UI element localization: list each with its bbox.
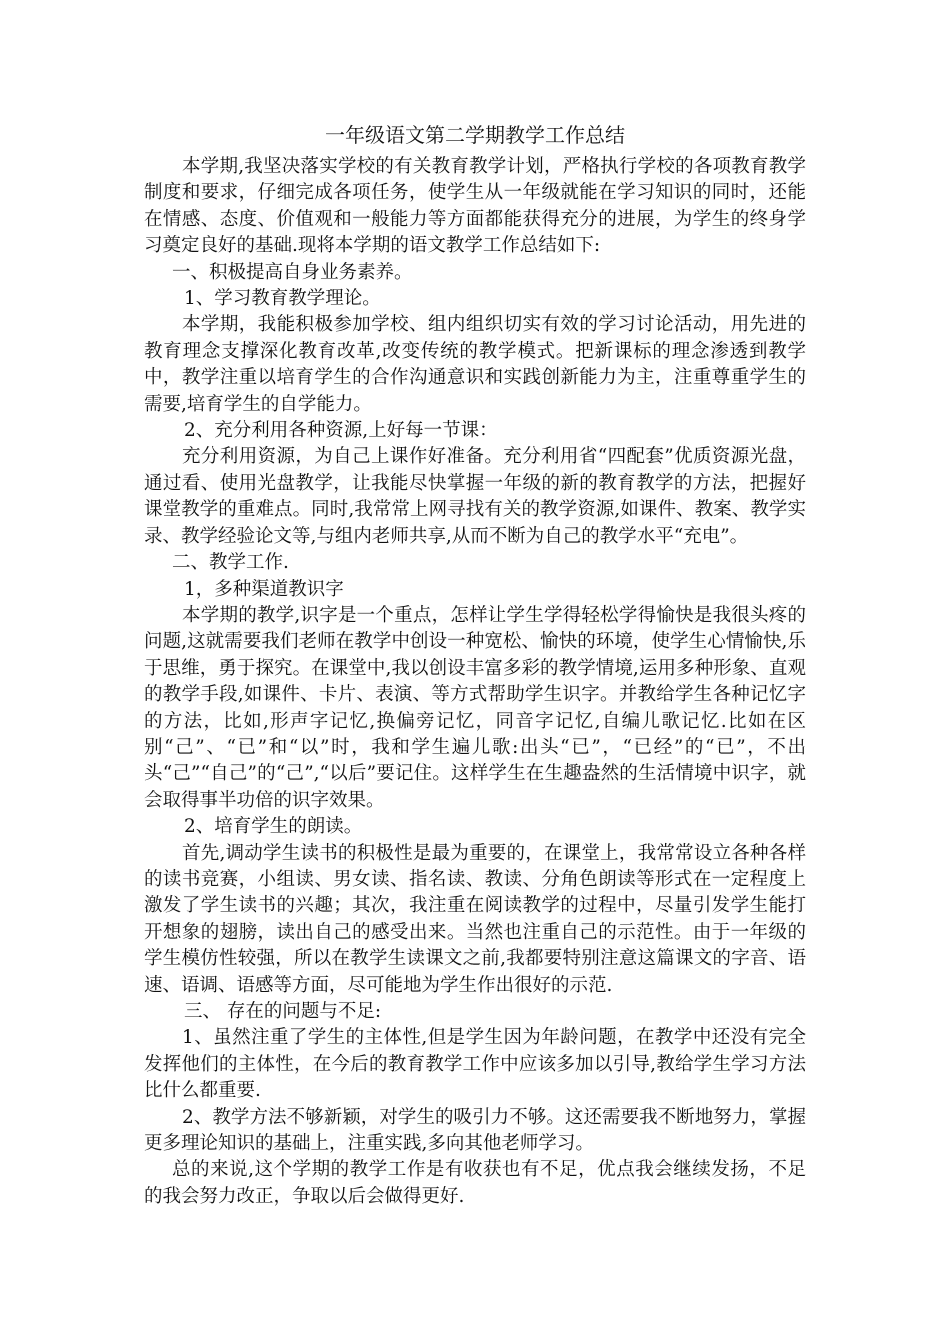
section-2-1-heading: 1，多种渠道教识字 (184, 578, 344, 600)
section-1-2-paragraph: 充分利用资源，为自己上课作好准备。充分利用省“四配套”优质资源光盘，通过看、使用光盘教学，让我能尽快掌握一年级的新的教育教学的方法，把握好课堂教学的重难点。同时,我常常上网寻找有关的教学资源,如课件、教案、教学实录、教学经验论文等,与组内老师共享,从而不断为自己的教学水平“充电”。 (144, 446, 806, 547)
section-2-2-paragraph: 首先,调动学生读书的积极性是最为重要的，在课堂上，我常常设立各种各样的读书竞赛，小组读、男女读、指名读、教读、分角色朗读等形式在一定程度上激发了学生读书的兴趣；其次，我注重在阅读教学的过程中，尽量引发学生能打开想象的翅膀，读出自己的感受出来。当然也注重自己的示范性。由于一年级的学生模仿性较强，所以在教学生读课文之前,我都要特别注意这篇课文的字音、语速、语调、语感等方面，尽可能地为学生作出很好的示范. (144, 842, 806, 996)
section-1-1-heading: 1、学习教育教学理论。 (184, 288, 381, 310)
section-3-heading: 三、 存在的问题与不足: (184, 1001, 382, 1022)
section-2-heading: 二、教学工作. (172, 552, 289, 574)
conclusion-paragraph: 总的来说,这个学期的教学工作是有收获也有不足，优点我会继续发扬，不足的我会努力改正，争取以后会做得更好. (144, 1159, 806, 1207)
section-3-1-paragraph: 1、虽然注重了学生的主体性,但是学生因为年龄问题，在教学中还没有完全发挥他们的主体性，在今后的教育教学工作中应该多加以引导,教给学生学习方法比什么都重要. (144, 1027, 806, 1102)
section-1-2-heading: 2、充分利用各种资源,上好每一节课： (184, 420, 498, 442)
document-body (144, 154, 806, 1210)
intro-paragraph: 本学期,我坚决落实学校的有关教育教学计划，严格执行学校的各项教育教学制度和要求，仔细完成各项任务，使学生从一年级就能在学习知识的同时，还能在情感、态度、价值观和一般能力等方面都能获得充分的进展，为学生的终身学习奠定良好的基础.现将本学期的语文教学工作总结如下: (144, 156, 806, 257)
document-title: 一年级语文第二学期教学工作总结 (325, 123, 625, 147)
section-1-1-paragraph: 本学期，我能积极参加学校、组内组织切实有效的学习讨论活动，用先进的教育理念支撑深化教育改革,改变传统的教学模式。把新课标的理念渗透到教学中，教学注重以培育学生的合作沟通意识和实践创新能力为主，注重尊重学生的需要,培育学生的自学能力。 (144, 314, 806, 415)
section-2-2-heading: 2、培育学生的朗读。 (184, 816, 363, 838)
section-1-heading: 一、积极提高自身业务素养。 (172, 261, 413, 283)
section-3-2-paragraph: 2、教学方法不够新颖，对学生的吸引力不够。这还需要我不断地努力，掌握更多理论知识的基础上，注重实践,多向其他老师学习。 (144, 1106, 806, 1155)
section-2-1-paragraph: 本学期的教学,识字是一个重点，怎样让学生学得轻松学得愉快是我很头疼的问题,这就需要我们老师在教学中创设一种宽松、愉快的环境，使学生心情愉快,乐于思维，勇于探究。在课堂中,我以创设丰富多彩的教学情境,运用多种形象、直观的教学手段,如课件、卡片、表演、等方式帮助学生识字。并教给学生各种记忆字的方法，比如,形声字记忆,换偏旁记忆，同音字记忆,自编儿歌记忆.比如在区别“己”、“已”和“以”时，我和学生遍儿歌:出头“已”，“已经”的“已”，不出头“己”“自己”的“己”,“以后”要记住。这样学生在生趣盎然的生活情境中识字，就会取得事半功倍的识字效果。 (144, 604, 806, 811)
